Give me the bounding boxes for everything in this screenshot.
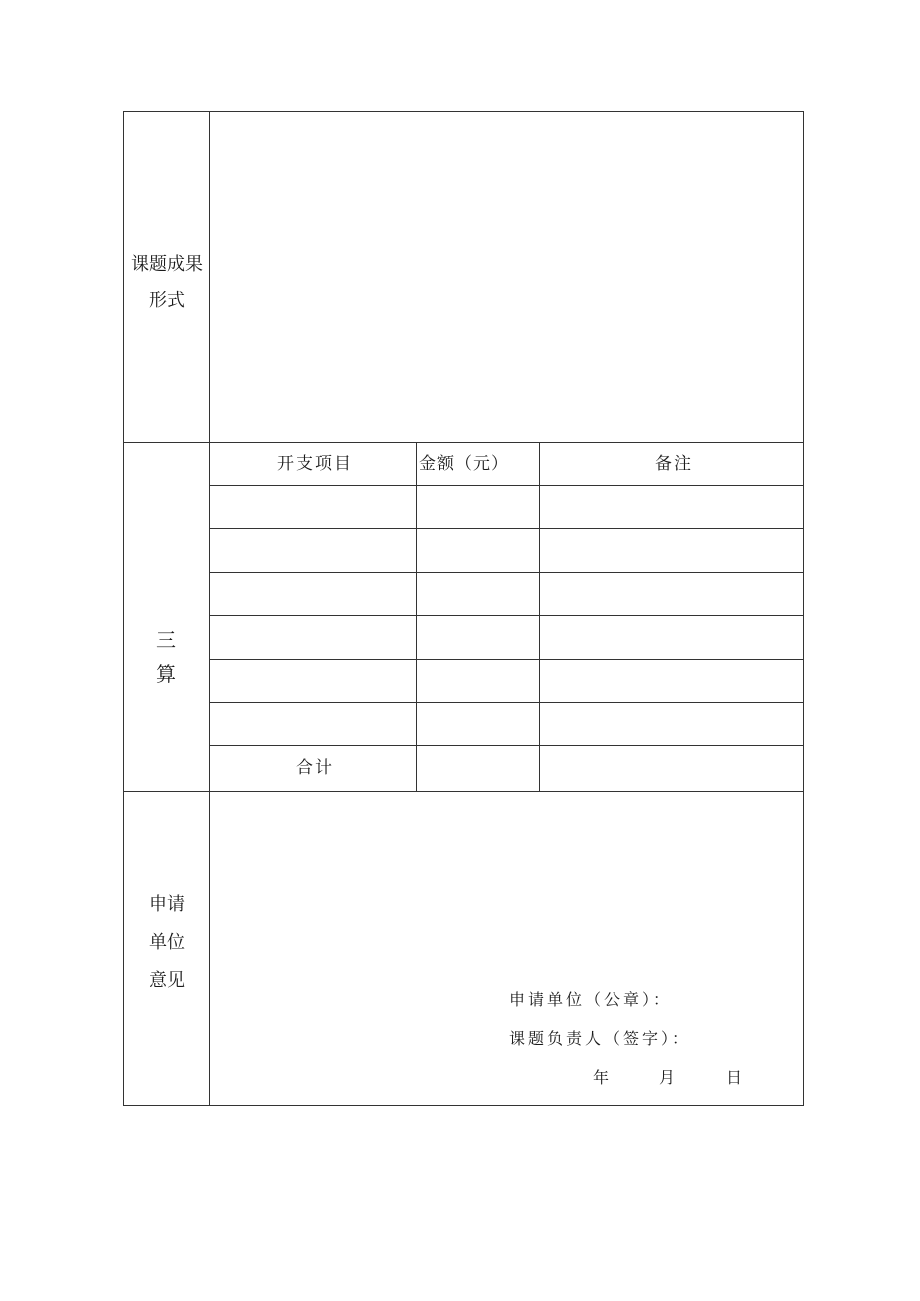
budget-cell-expense-item[interactable] [210, 703, 416, 745]
budget-cell-amount[interactable] [417, 616, 539, 659]
budget-label-line2: 算 [156, 662, 176, 686]
budget-row [210, 486, 804, 528]
budget-row [210, 703, 804, 745]
budget-cell-amount[interactable] [417, 529, 539, 572]
budget-row [210, 616, 804, 659]
budget-label-line1: 三 [156, 628, 176, 652]
budget-cell-remarks[interactable] [540, 486, 804, 528]
date-year-label: 年 [593, 1068, 610, 1087]
budget-cell-expense-item[interactable] [210, 486, 416, 528]
opinion-label-line2: 单位 [149, 932, 185, 953]
budget-total-label: 合计 [296, 758, 334, 778]
budget-cell-remarks[interactable] [540, 616, 804, 659]
date-month-label: 月 [659, 1068, 676, 1087]
budget-total-amount-cell[interactable] [417, 746, 539, 791]
budget-row [210, 529, 804, 572]
budget-cell-amount[interactable] [417, 486, 539, 528]
results-form-content-area[interactable] [210, 112, 803, 442]
date-day-label: 日 [726, 1068, 743, 1087]
budget-cell-expense-item[interactable] [210, 573, 416, 615]
budget-cell-expense-item[interactable] [210, 616, 416, 659]
budget-cell-remarks[interactable] [540, 573, 804, 615]
budget-cell-expense-item[interactable] [210, 660, 416, 702]
budget-header-expense-item: 开支项目 [277, 454, 353, 474]
budget-cell-amount[interactable] [417, 660, 539, 702]
opinion-label-line3: 意见 [149, 970, 185, 991]
budget-cell-amount[interactable] [417, 703, 539, 745]
budget-cell-remarks[interactable] [540, 660, 804, 702]
budget-total-remarks-cell[interactable] [540, 746, 804, 791]
opinion-content-area[interactable] [210, 792, 803, 972]
unit-seal-label: 申请单位（公章）： [509, 990, 673, 1009]
budget-row [210, 573, 804, 615]
budget-cell-remarks[interactable] [540, 703, 804, 745]
opinion-label-line1: 申请 [149, 894, 185, 915]
results-form-label-line1: 课题成果 [131, 254, 203, 275]
budget-cell-remarks[interactable] [540, 529, 804, 572]
budget-cell-expense-item[interactable] [210, 529, 416, 572]
budget-header-amount: 金额（元） [419, 454, 509, 474]
leader-signature-label: 课题负责人（签字）： [509, 1029, 692, 1048]
section-divider-results-budget [123, 442, 804, 443]
budget-header-remarks: 备注 [655, 454, 693, 474]
budget-row [210, 660, 804, 702]
results-form-label-line2: 形式 [149, 290, 185, 311]
budget-cell-amount[interactable] [417, 573, 539, 615]
